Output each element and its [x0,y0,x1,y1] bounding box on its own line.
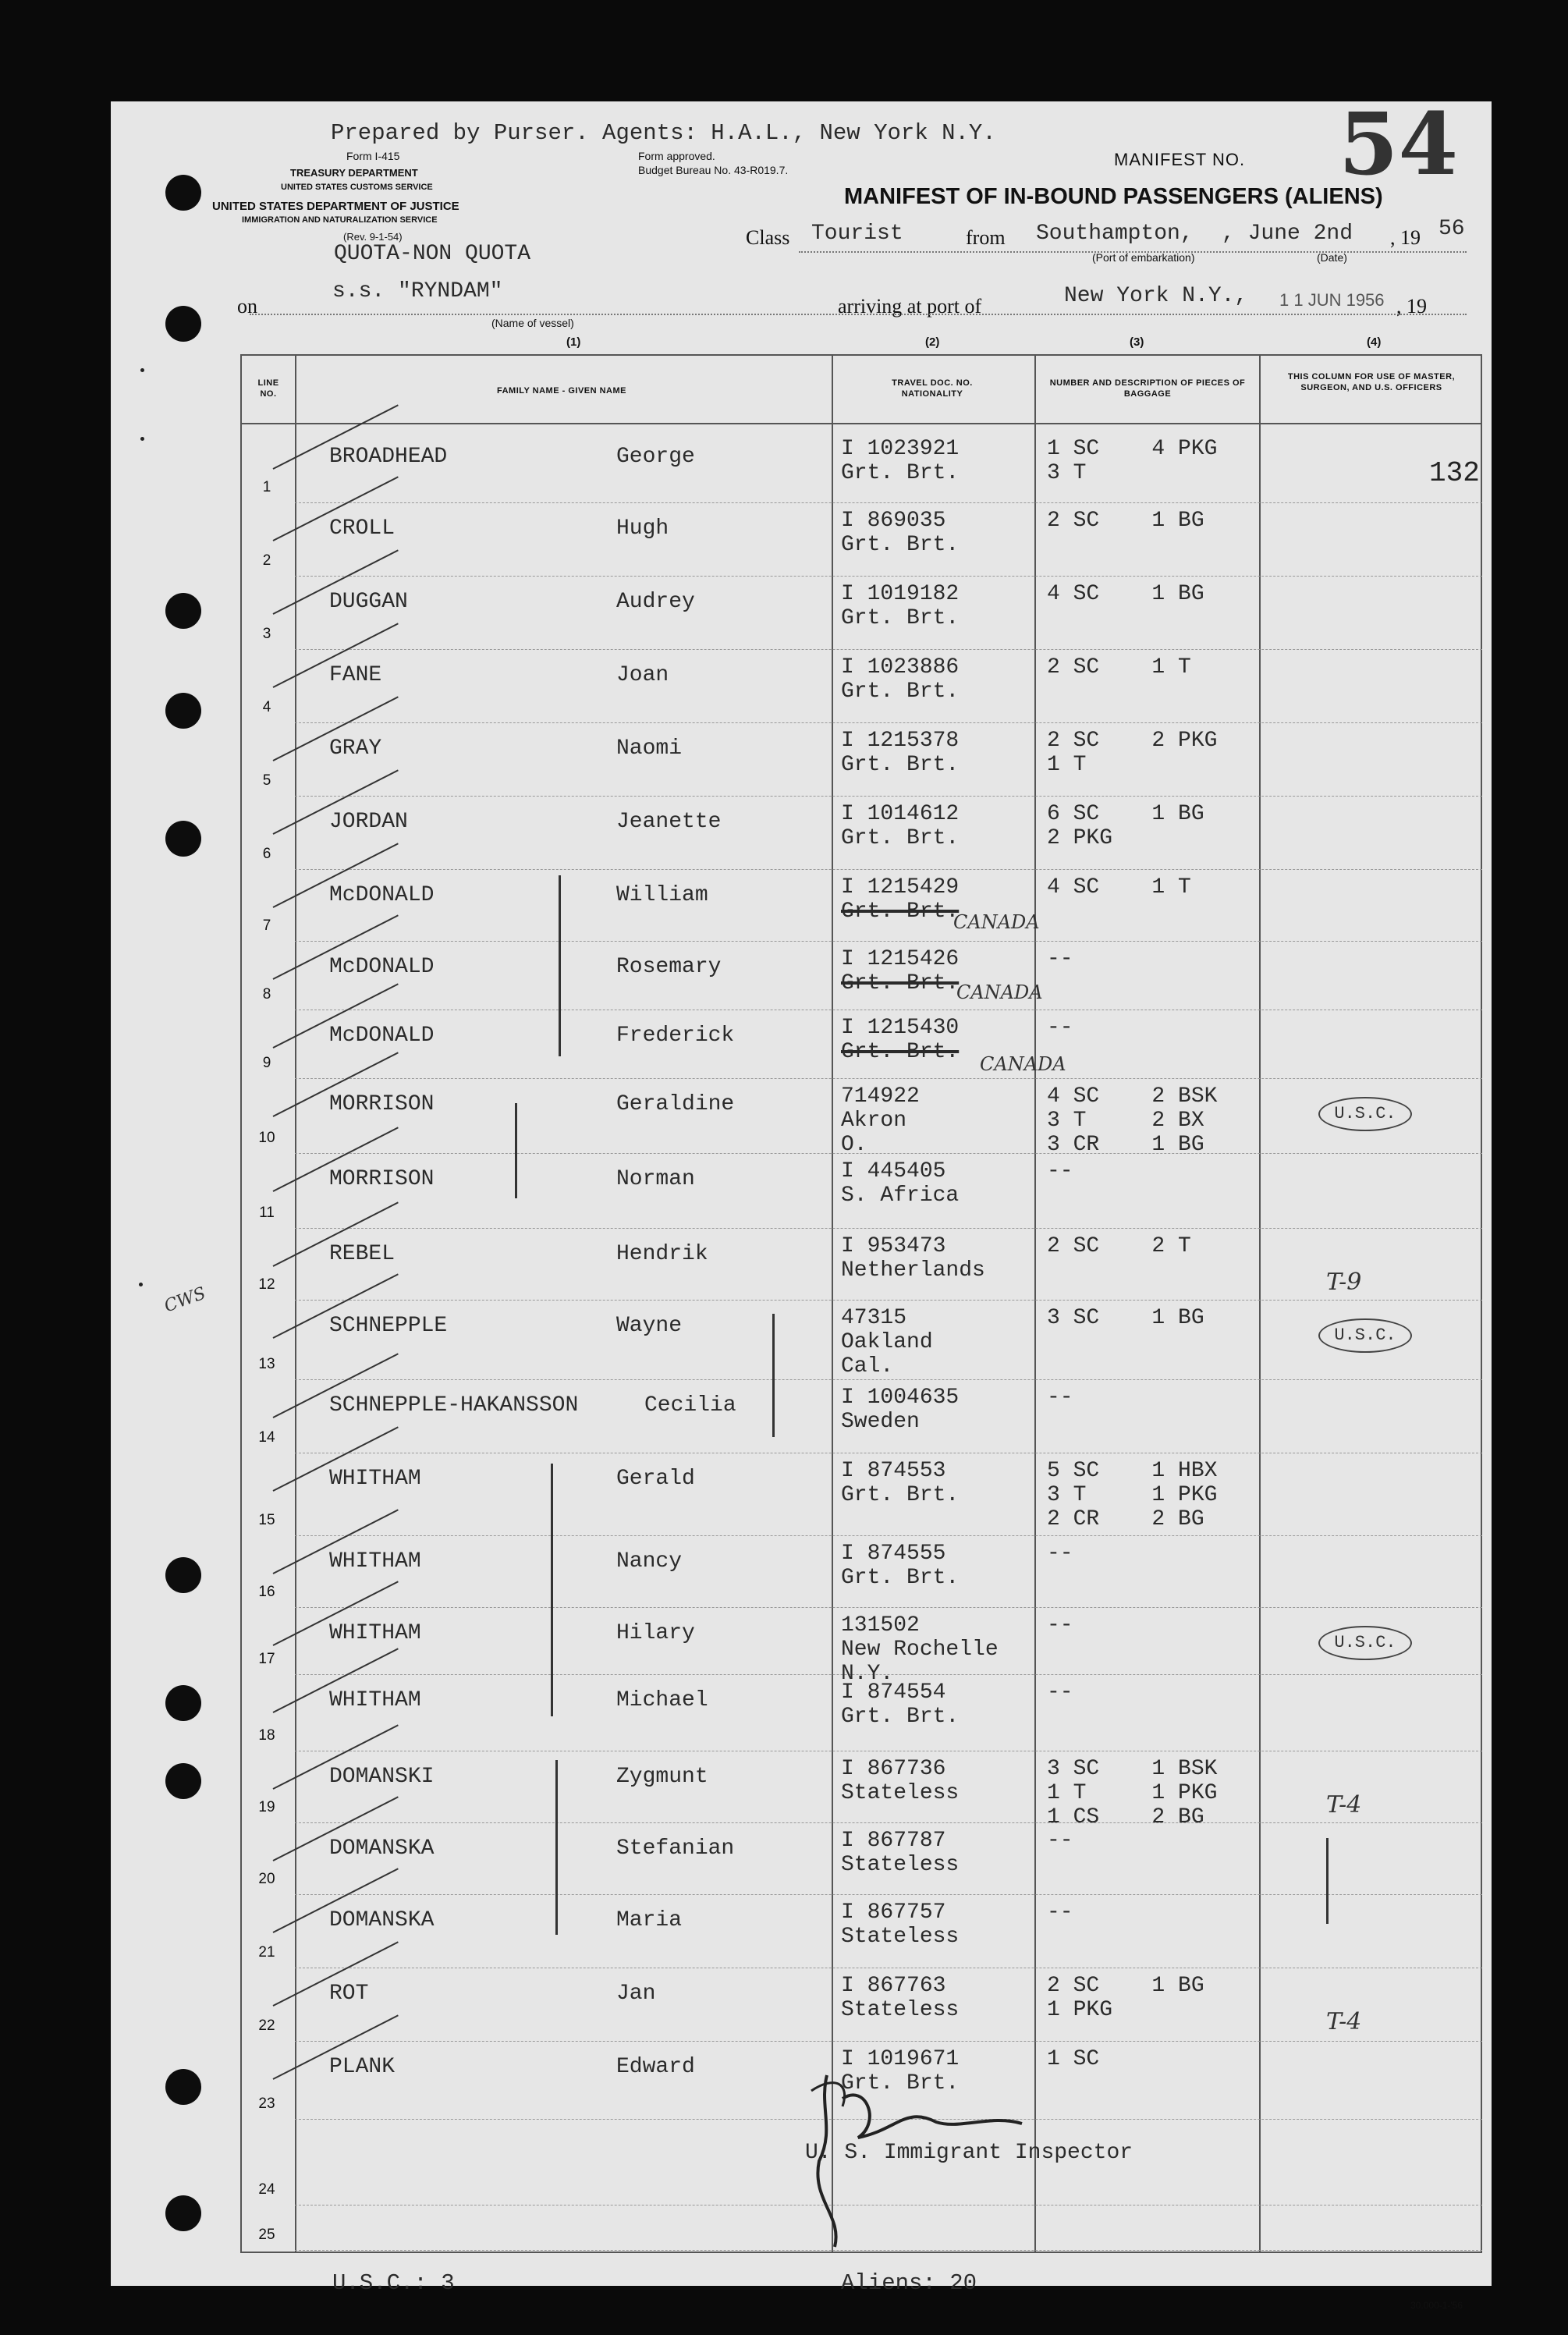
row-separator [295,1894,1482,1895]
travel-doc-line: Grt. Brt. [841,1040,960,1064]
line-number: 2 [262,552,271,569]
travel-doc-line: Grt. Brt. [841,1705,960,1729]
budget-bureau: Budget Bureau No. 43-R019.7. [638,164,789,176]
line-number: 22 [258,2017,275,2034]
line-number: 5 [262,772,271,789]
travel-doc-line: I 867787 [841,1829,946,1853]
date-caption: (Date) [1317,251,1347,264]
family-name: MORRISON [329,1092,435,1116]
given-name: Wayne [616,1314,683,1338]
travel-doc-line: I 867736 [841,1757,946,1781]
given-name: Naomi [616,736,683,761]
travel-doc-line: Sweden [841,1410,920,1434]
travel-doc-line: Grt. Brt. [841,971,960,995]
given-name: Cecilia [644,1393,736,1418]
column-number-1: (1) [566,335,581,349]
travel-doc-line: I 1019182 [841,582,960,606]
baggage-line: 2 CR 2 BG [1047,1507,1204,1531]
line-number: 10 [258,1130,275,1146]
line-number: 13 [258,1356,275,1372]
family-name: ROT [329,1982,369,2006]
travel-doc-line: Grt. Brt. [841,461,960,485]
line-number: 18 [258,1727,275,1744]
customs-service: UNITED STATES CUSTOMS SERVICE [281,183,433,192]
travel-doc-line: I 1023886 [841,655,960,680]
baggage-line: 1 T 1 PKG [1047,1781,1218,1805]
row-separator [295,1153,1482,1154]
travel-doc-line: 714922 [841,1084,920,1109]
prepared-by-line: Prepared by Purser. Agents: H.A.L., New York N.Y. [331,120,996,146]
line-number: 9 [262,1055,271,1071]
officer-note: T-9 [1326,1269,1362,1296]
line-number: 14 [258,1429,275,1446]
line-number: 25 [258,2227,275,2243]
sailing-date: , June 2nd [1222,222,1353,246]
row-separator [295,1379,1482,1380]
travel-doc-line: I 867763 [841,1974,946,1998]
baggage-line: 3 CR 1 BG [1047,1133,1204,1157]
inspector-label: U. S. Immigrant Inspector [805,2141,1133,2165]
vessel-name: s.s. "RYNDAM" [332,279,503,303]
baggage-line: 2 SC 2 T [1047,1234,1191,1258]
family-name: FANE [329,663,382,687]
line-number: 19 [258,1799,275,1815]
given-name: Hugh [616,516,669,541]
arrival-year: , 19 [1396,295,1427,318]
baggage-line: 4 SC 1 T [1047,875,1191,900]
baggage-line: 6 SC 1 BG [1047,802,1204,826]
usc-stamp: U.S.C. [1318,1318,1412,1353]
dotted-rule [799,251,1467,253]
row-separator [295,576,1482,577]
given-name: Norman [616,1167,695,1191]
class-label: Class [746,226,790,249]
family-name: DOMANSKA [329,1836,435,1861]
travel-doc-line: I 1215429 [841,875,960,900]
given-name: Hilary [616,1621,695,1645]
column-number-4: (4) [1367,335,1382,349]
given-name: Stefanian [616,1836,735,1861]
binder-hole [165,1685,201,1721]
year-prefix: , 19 [1390,226,1421,249]
family-name: DUGGAN [329,590,408,614]
column-number-3: (3) [1130,335,1144,349]
given-name: George [616,445,695,469]
baggage-line: 2 SC 1 T [1047,655,1191,680]
manifest-title: MANIFEST OF IN-BOUND PASSENGERS (ALIENS) [844,184,1383,209]
baggage-line: 3 SC 1 BSK [1047,1757,1218,1781]
vessel-caption: (Name of vessel) [491,317,574,329]
baggage-line: -- [1047,1680,1073,1705]
baggage-line: 3 T 2 BX [1047,1109,1204,1133]
baggage-line: 1 SC 4 PKG [1047,437,1218,461]
form-approved: Form approved. [638,150,715,162]
baggage-line: 5 SC 1 HBX [1047,1459,1218,1483]
travel-doc-line: Grt. Brt. [841,753,960,777]
baggage-line: 4 SC 2 BSK [1047,1084,1218,1109]
baggage-line: -- [1047,947,1073,971]
arrival-date-stamp: 1 1 JUN 1956 [1279,290,1385,310]
port-of-embarkation: Southampton, [1036,222,1194,246]
travel-doc-line: Grt. Brt. [841,1566,960,1590]
ins-service: IMMIGRATION AND NATURALIZATION SERVICE [242,215,438,225]
travel-doc-line: I 1014612 [841,802,960,826]
family-name: JORDAN [329,810,408,834]
travel-doc-line: Grt. Brt. [841,1483,960,1507]
given-name: Nancy [616,1549,683,1574]
line-number: 8 [262,986,271,1002]
given-name: Jeanette [616,810,722,834]
travel-doc-line: Stateless [841,1853,960,1877]
officer-number: 132 [1429,457,1480,489]
arriving-label: arriving at port of [838,295,982,318]
rev-date: (Rev. 9-1-54) [343,231,403,243]
form-print-code: 30.000-1-'56 [1410,2300,1463,2311]
travel-doc-line: I 874553 [841,1459,946,1483]
line-number: 17 [258,1651,275,1667]
family-name: CROLL [329,516,396,541]
baggage-line: 4 SC 1 BG [1047,582,1204,606]
family-bracket [515,1103,517,1198]
travel-doc-line: Cal. [841,1354,894,1379]
baggage-line: 2 PKG [1047,826,1113,850]
officer-note: T-4 [1326,2008,1362,2035]
given-name: Hendrik [616,1242,708,1266]
travel-doc-line: Stateless [841,1998,960,2022]
travel-doc-line: Grt. Brt. [841,900,960,924]
travel-doc-line: S. Africa [841,1183,960,1208]
baggage-line: -- [1047,1386,1073,1410]
family-bracket [772,1314,775,1437]
baggage-line: -- [1047,1900,1073,1925]
canada-note: CANADA [956,981,1043,1003]
row-separator [295,1822,1482,1823]
usc-stamp: U.S.C. [1318,1097,1412,1131]
travel-doc-line: Grt. Brt. [841,533,960,557]
family-name: McDONALD [329,883,435,907]
travel-doc-line: I 1004635 [841,1386,960,1410]
binder-hole [165,1763,201,1799]
row-separator [295,1078,1482,1079]
travel-doc-line: I 445405 [841,1159,946,1183]
line-number: 21 [258,1944,275,1961]
binder-hole [165,1557,201,1593]
travel-doc-line: I 1215378 [841,729,960,753]
family-name: PLANK [329,2055,396,2079]
baggage-line: 2 SC 2 PKG [1047,729,1218,753]
travel-doc-line: I 874554 [841,1680,946,1705]
binder-hole [165,593,201,629]
binder-hole [165,821,201,857]
baggage-line: -- [1047,1542,1073,1566]
row-separator [295,796,1482,797]
line-number: 11 [259,1205,275,1221]
baggage-line: 3 T [1047,461,1087,485]
aliens-count: Aliens: 20 [841,2270,977,2296]
row-separator [295,649,1482,650]
family-name: GRAY [329,736,382,761]
line-number: 4 [262,699,271,715]
header-line-no: LINE NO. [257,378,279,399]
family-name: SCHNEPPLE [329,1314,448,1338]
family-name: WHITHAM [329,1549,421,1574]
line-number: 24 [258,2181,275,2198]
year-suffix: 56 [1439,217,1465,241]
travel-doc-line: New Rochelle [841,1638,999,1662]
given-name: Frederick [616,1024,735,1048]
family-name: MORRISON [329,1167,435,1191]
travel-doc-line: Netherlands [841,1258,985,1283]
binder-hole [165,2195,201,2231]
given-name: Joan [616,663,669,687]
officer-note: T-4 [1326,1791,1362,1819]
baggage-line: -- [1047,1613,1073,1638]
row-separator [295,1607,1482,1608]
row-separator [295,869,1482,870]
from-label: from [966,226,1006,249]
given-name: Maria [616,1908,683,1932]
header-officers: THIS COLUMN FOR USE OF MASTER, SURGEON, AND U.S. OFFICERS [1287,372,1456,392]
baggage-line: 1 SC [1047,2047,1100,2071]
travel-doc-line: I 1215430 [841,1016,960,1040]
line-number: 6 [262,846,271,862]
column-number-2: (2) [925,335,940,349]
travel-doc-line: I 953473 [841,1234,946,1258]
travel-doc-line: N.Y. [841,1662,894,1686]
travel-doc-line: Stateless [841,1925,960,1949]
binder-hole [165,2069,201,2105]
canada-note: CANADA [980,1053,1066,1075]
header-baggage: NUMBER AND DESCRIPTION OF PIECES OF BAGGAGE [1049,378,1246,399]
travel-doc-line: O. [841,1133,867,1157]
line-number: 20 [258,1871,275,1887]
travel-doc-line: Grt. Brt. [841,2071,960,2095]
binder-hole [165,693,201,729]
travel-doc-line: Stateless [841,1781,960,1805]
line-number: 16 [258,1584,275,1600]
baggage-line: 3 SC 1 BG [1047,1306,1204,1330]
travel-doc-line: I 1023921 [841,437,960,461]
header-rule [240,423,1482,424]
baggage-line: -- [1047,1829,1073,1853]
justice-dept: UNITED STATES DEPARTMENT OF JUSTICE [212,200,459,213]
family-name: McDONALD [329,1024,435,1048]
given-name: Michael [616,1688,708,1712]
usc-count: U.S.C.: 3 [332,2270,455,2296]
line-number: 3 [262,626,271,642]
row-separator [295,1535,1482,1536]
treasury-dept: TREASURY DEPARTMENT [290,167,418,179]
binder-hole [165,306,201,342]
row-separator [295,722,1482,723]
row-separator [295,2041,1482,2042]
given-name: Gerald [616,1467,695,1491]
family-name: DOMANSKA [329,1908,435,1932]
family-name: WHITHAM [329,1467,421,1491]
travel-doc-line: Grt. Brt. [841,606,960,630]
family-name: WHITHAM [329,1688,421,1712]
baggage-line: 1 T [1047,753,1087,777]
line-number: 1 [262,479,271,495]
family-name: DOMANSKI [329,1765,435,1789]
family-name: WHITHAM [329,1621,421,1645]
travel-doc-line: Grt. Brt. [841,680,960,704]
speck [140,368,144,372]
given-name: Geraldine [616,1092,735,1116]
travel-doc-line: I 1215426 [841,947,960,971]
family-name: McDONALD [329,955,435,979]
speck [140,437,144,441]
travel-doc-line: 131502 [841,1613,920,1638]
baggage-line: 3 T 1 PKG [1047,1483,1218,1507]
header-travel-doc: TRAVEL DOC. NO. NATIONALITY [892,378,973,399]
baggage-line: 1 PKG [1047,1998,1113,2022]
given-name: Zygmunt [616,1765,708,1789]
line-number: 7 [262,917,271,934]
line-number: 12 [258,1276,275,1293]
travel-doc-line: Akron [841,1109,907,1133]
family-bracket [559,875,561,1056]
travel-doc-line: I 869035 [841,509,946,533]
given-name: Rosemary [616,955,722,979]
row-separator [295,502,1482,503]
port-caption: (Port of embarkation) [1092,251,1195,264]
given-name: Audrey [616,590,695,614]
manifest-no: 54 [1339,94,1459,194]
margin-note: CWS [161,1283,209,1317]
travel-doc-line: I 1019671 [841,2047,960,2071]
quota-line: QUOTA-NON QUOTA [334,242,531,266]
manifest-no-label: MANIFEST NO. [1114,150,1246,169]
line-number: 23 [258,2095,275,2112]
binder-hole [165,175,201,211]
travel-doc-line: Oakland [841,1330,933,1354]
officer-tally-mark [1326,1838,1329,1924]
baggage-line: -- [1047,1016,1073,1040]
baggage-line: 2 SC 1 BG [1047,1974,1204,1998]
given-name: Edward [616,2055,695,2079]
speck [139,1283,143,1286]
line-number: 15 [258,1512,275,1528]
class-value: Tourist [811,222,903,246]
arrival-port: New York N.Y., [1064,284,1248,308]
family-name: SCHNEPPLE-HAKANSSON [329,1393,579,1418]
family-name: REBEL [329,1242,396,1266]
travel-doc-line: Grt. Brt. [841,826,960,850]
usc-stamp: U.S.C. [1318,1626,1412,1660]
travel-doc-line: 47315 [841,1306,907,1330]
row-separator [295,1228,1482,1229]
dotted-rule [250,314,1467,315]
family-bracket [555,1760,558,1935]
given-name: William [616,883,708,907]
row-separator [295,1300,1482,1301]
baggage-line: -- [1047,1159,1073,1183]
baggage-line: 1 CS 2 BG [1047,1805,1204,1829]
given-name: Jan [616,1982,656,2006]
travel-doc-line: I 867757 [841,1900,946,1925]
header-name: FAMILY NAME - GIVEN NAME [496,386,627,396]
family-name: BROADHEAD [329,445,448,469]
form-id: Form I-415 [346,150,400,162]
family-bracket [551,1464,553,1716]
canada-note: CANADA [953,911,1040,933]
baggage-line: 2 SC 1 BG [1047,509,1204,533]
row-separator [295,941,1482,942]
travel-doc-line: I 874555 [841,1542,946,1566]
on-label: on [237,295,257,318]
